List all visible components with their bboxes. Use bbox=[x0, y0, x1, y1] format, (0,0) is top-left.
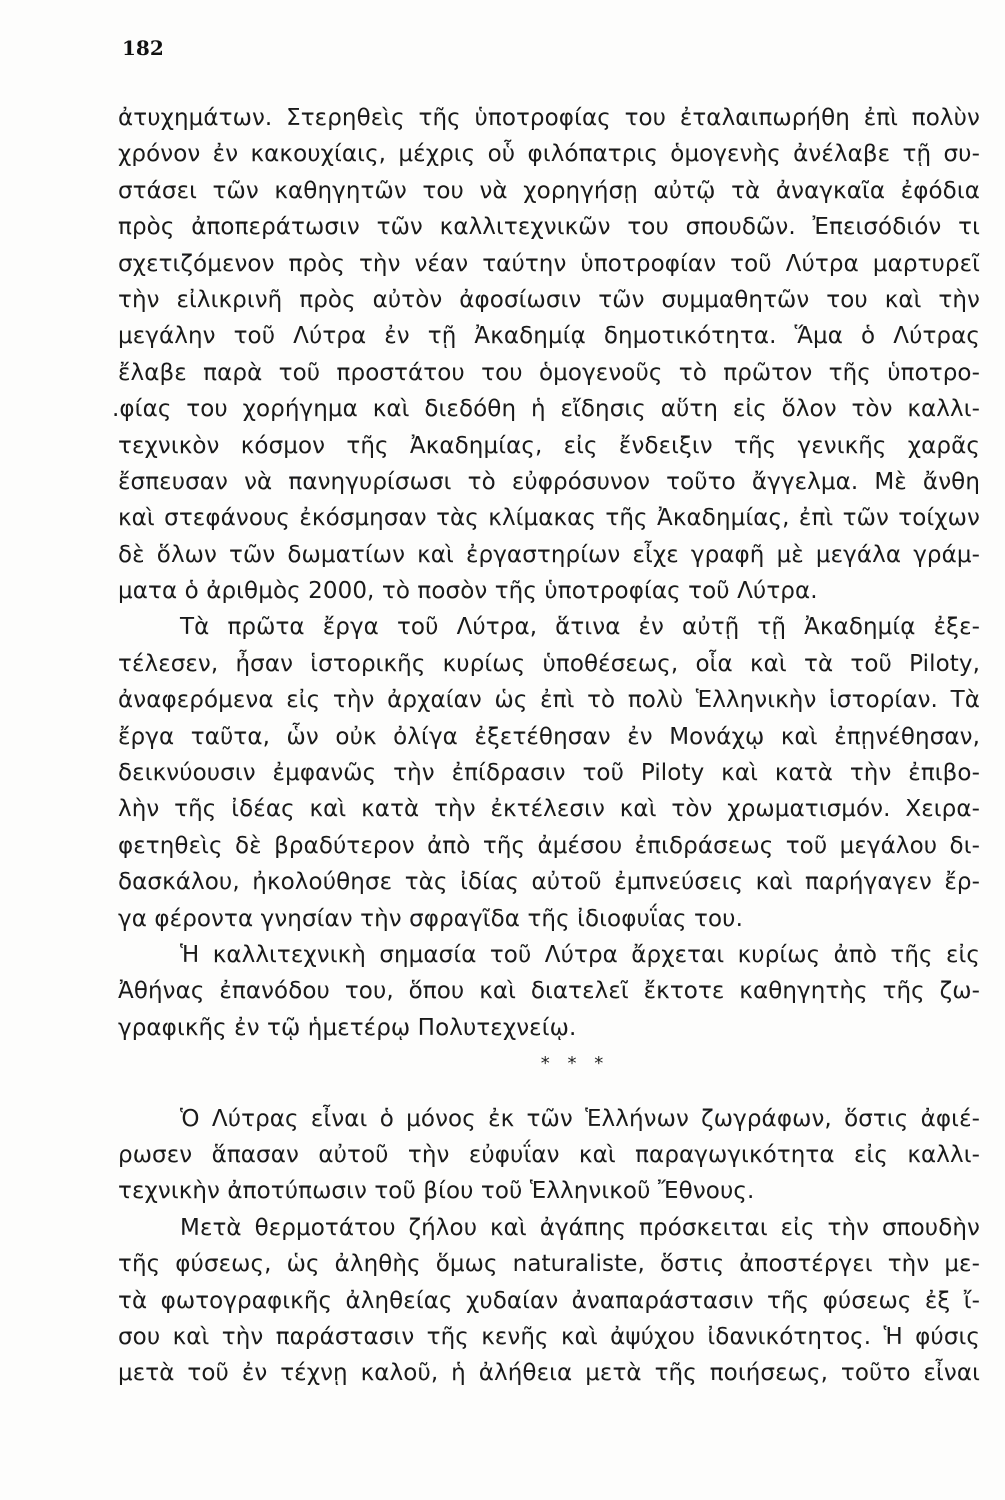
paragraph-2 bbox=[118, 609, 980, 937]
text-line: Ἡ καλλιτεχνικὴ σημασία τοῦ Λύτρα ἄρχεται κυρίως ἀπὸ τῆς εἰς bbox=[180, 941, 980, 968]
text-line: τὰ φωτογραφικῆς ἀληθείας χυδαίαν ἀναπαράστασιν τῆς φύσεως ἐξ ἴ- bbox=[118, 1287, 980, 1314]
text-line: γα φέροντα γνησίαν τὴν σφραγῖδα τῆς ἰδιοφυΐας του. bbox=[118, 905, 743, 932]
text-line: τὴν εἰλικρινῆ πρὸς αὐτὸν ἀφοσίωσιν τῶν συμμαθητῶν του καὶ τὴν bbox=[118, 286, 980, 313]
text-line: .φίας του χορήγημα καὶ διεδόθη ἡ εἴδησις αὕτη εἰς ὅλον τὸν καλλι- bbox=[112, 396, 980, 423]
text-line: γραφικῆς ἐν τῷ ἡμετέρῳ Πολυτεχνείῳ. bbox=[118, 1014, 577, 1041]
text-line: στάσει τῶν καθηγητῶν του νὰ χορηγήσῃ αὐτῷ τὰ ἀναγκαῖα ἐφόδια bbox=[118, 177, 980, 204]
text-line: δεικνύουσιν ἐμφανῶς τὴν ἐπίδρασιν τοῦ Piloty καὶ κατὰ τὴν ἐπιβο- bbox=[118, 760, 980, 787]
text-line: δασκάλου, ἠκολούθησε τὰς ἰδίας αὐτοῦ ἐμπνεύσεις καὶ παρήγαγεν ἔρ- bbox=[118, 869, 980, 896]
text-line: τεχνικὴν ἀποτύπωσιν τοῦ βίου τοῦ Ἑλληνικοῦ Ἔθνους. bbox=[118, 1178, 755, 1205]
text-line: ρωσεν ἅπασαν αὐτοῦ τὴν εὐφυΐαν καὶ παραγωγικότητα εἰς καλλι- bbox=[118, 1141, 980, 1168]
text-line: ματα ὁ ἀριθμὸς 2000, τὸ ποσὸν τῆς ὑποτροφίας τοῦ Λύτρα. bbox=[118, 578, 818, 605]
text-line: τέλεσεν, ἦσαν ἱστορικῆς κυρίως ὑποθέσεως, οἷα καὶ τὰ τοῦ Piloty, bbox=[118, 650, 980, 677]
paragraph-5 bbox=[118, 1210, 980, 1392]
text-line: Τὰ πρῶτα ἔργα τοῦ Λύτρα, ἅτινα ἐν αὐτῇ τῇ Ἀκαδημίᾳ ἐξε- bbox=[180, 614, 980, 641]
separator-gap bbox=[118, 1083, 980, 1101]
text-line: δὲ ὅλων τῶν δωματίων καὶ ἐργαστηρίων εἶχε γραφῆ μὲ μεγάλα γράμ- bbox=[118, 541, 980, 568]
text-line: τεχνικὸν κόσμον τῆς Ἀκαδημίας, εἰς ἔνδειξιν τῆς γενικῆς χαρᾶς bbox=[118, 432, 980, 459]
text-line: Μετὰ θερμοτάτου ζήλου καὶ ἀγάπης πρόσκειται εἰς τὴν σπουδὴν bbox=[180, 1214, 980, 1241]
paragraph-3 bbox=[118, 937, 980, 1046]
text-line: ἔργα ταῦτα, ὧν οὐκ ὀλίγα ἐξετέθησαν ἐν Μονάχῳ καὶ ἐπῃνέθησαν, bbox=[118, 723, 980, 750]
page-number: 182 bbox=[122, 36, 164, 60]
section-separator: * * * bbox=[540, 1053, 610, 1075]
text-line: Ὁ Λύτρας εἶναι ὁ μόνος ἐκ τῶν Ἑλλήνων ζωγράφων, ὅστις ἀφιέ- bbox=[180, 1105, 980, 1132]
paragraph-4 bbox=[118, 1101, 980, 1210]
paragraph-1 bbox=[112, 100, 980, 609]
text-line: φετηθεὶς δὲ βραδύτερον ἀπὸ τῆς ἀμέσου ἐπιδράσεως τοῦ μεγάλου δι- bbox=[118, 832, 980, 859]
text-line: ἔσπευσαν νὰ πανηγυρίσωσι τὸ εὐφρόσυνον τοῦτο ἄγγελμα. Μὲ ἄνθη bbox=[118, 468, 980, 495]
text-line: λὴν τῆς ἰδέας καὶ κατὰ τὴν ἐκτέλεσιν καὶ τὸν χρωματισμόν. Χειρα- bbox=[118, 796, 980, 823]
body-text bbox=[112, 100, 980, 1392]
text-line: σχετιζόμενον πρὸς τὴν νέαν ταύτην ὑποτροφίαν τοῦ Λύτρα μαρτυρεῖ bbox=[118, 250, 980, 277]
text-line: καὶ στεφάνους ἐκόσμησαν τὰς κλίμακας τῆς Ἀκαδημίας, ἐπὶ τῶν τοίχων bbox=[118, 505, 980, 532]
text-line: ἀναφερόμενα εἰς τὴν ἀρχαίαν ὡς ἐπὶ τὸ πολὺ Ἑλληνικὴν ἱστορίαν. Τὰ bbox=[118, 687, 980, 714]
text-line: μεγάλην τοῦ Λύτρα ἐν τῇ Ἀκαδημίᾳ δημοτικότητα. Ἅμα ὁ Λύτρας bbox=[118, 323, 980, 350]
text-line: σου καὶ τὴν παράστασιν τῆς κενῆς καὶ ἀψύχου ἰδανικότητος. Ἡ φύσις bbox=[118, 1323, 980, 1350]
text-line: πρὸς ἀποπεράτωσιν τῶν καλλιτεχνικῶν του σπουδῶν. Ἐπεισόδιόν τι bbox=[118, 214, 980, 241]
text-line: χρόνον ἐν κακουχίαις, μέχρις οὗ φιλόπατρις ὁμογενὴς ἀνέλαβε τῇ συ- bbox=[118, 141, 980, 168]
text-line: Ἀθήνας ἐπανόδου του, ὅπου καὶ διατελεῖ ἔκτοτε καθηγητὴς τῆς ζω- bbox=[118, 978, 980, 1005]
text-line: ἀτυχημάτων. Στερηθεὶς τῆς ὑποτροφίας του ἐταλαιπωρήθη ἐπὶ πολὺν bbox=[118, 105, 980, 131]
text-line: μετὰ τοῦ ἐν τέχνῃ καλοῦ, ἡ ἀλήθεια μετὰ τῆς ποιήσεως, τοῦτο εἶναι bbox=[118, 1360, 980, 1387]
text-line: ἔλαβε παρὰ τοῦ προστάτου του ὁμογενοῦς τὸ πρῶτον τῆς ὑποτρο- bbox=[118, 359, 980, 386]
text-line: τῆς φύσεως, ὡς ἀληθὴς ὅμως naturaliste, ὅστις ἀποστέργει τὴν με- bbox=[118, 1251, 980, 1278]
